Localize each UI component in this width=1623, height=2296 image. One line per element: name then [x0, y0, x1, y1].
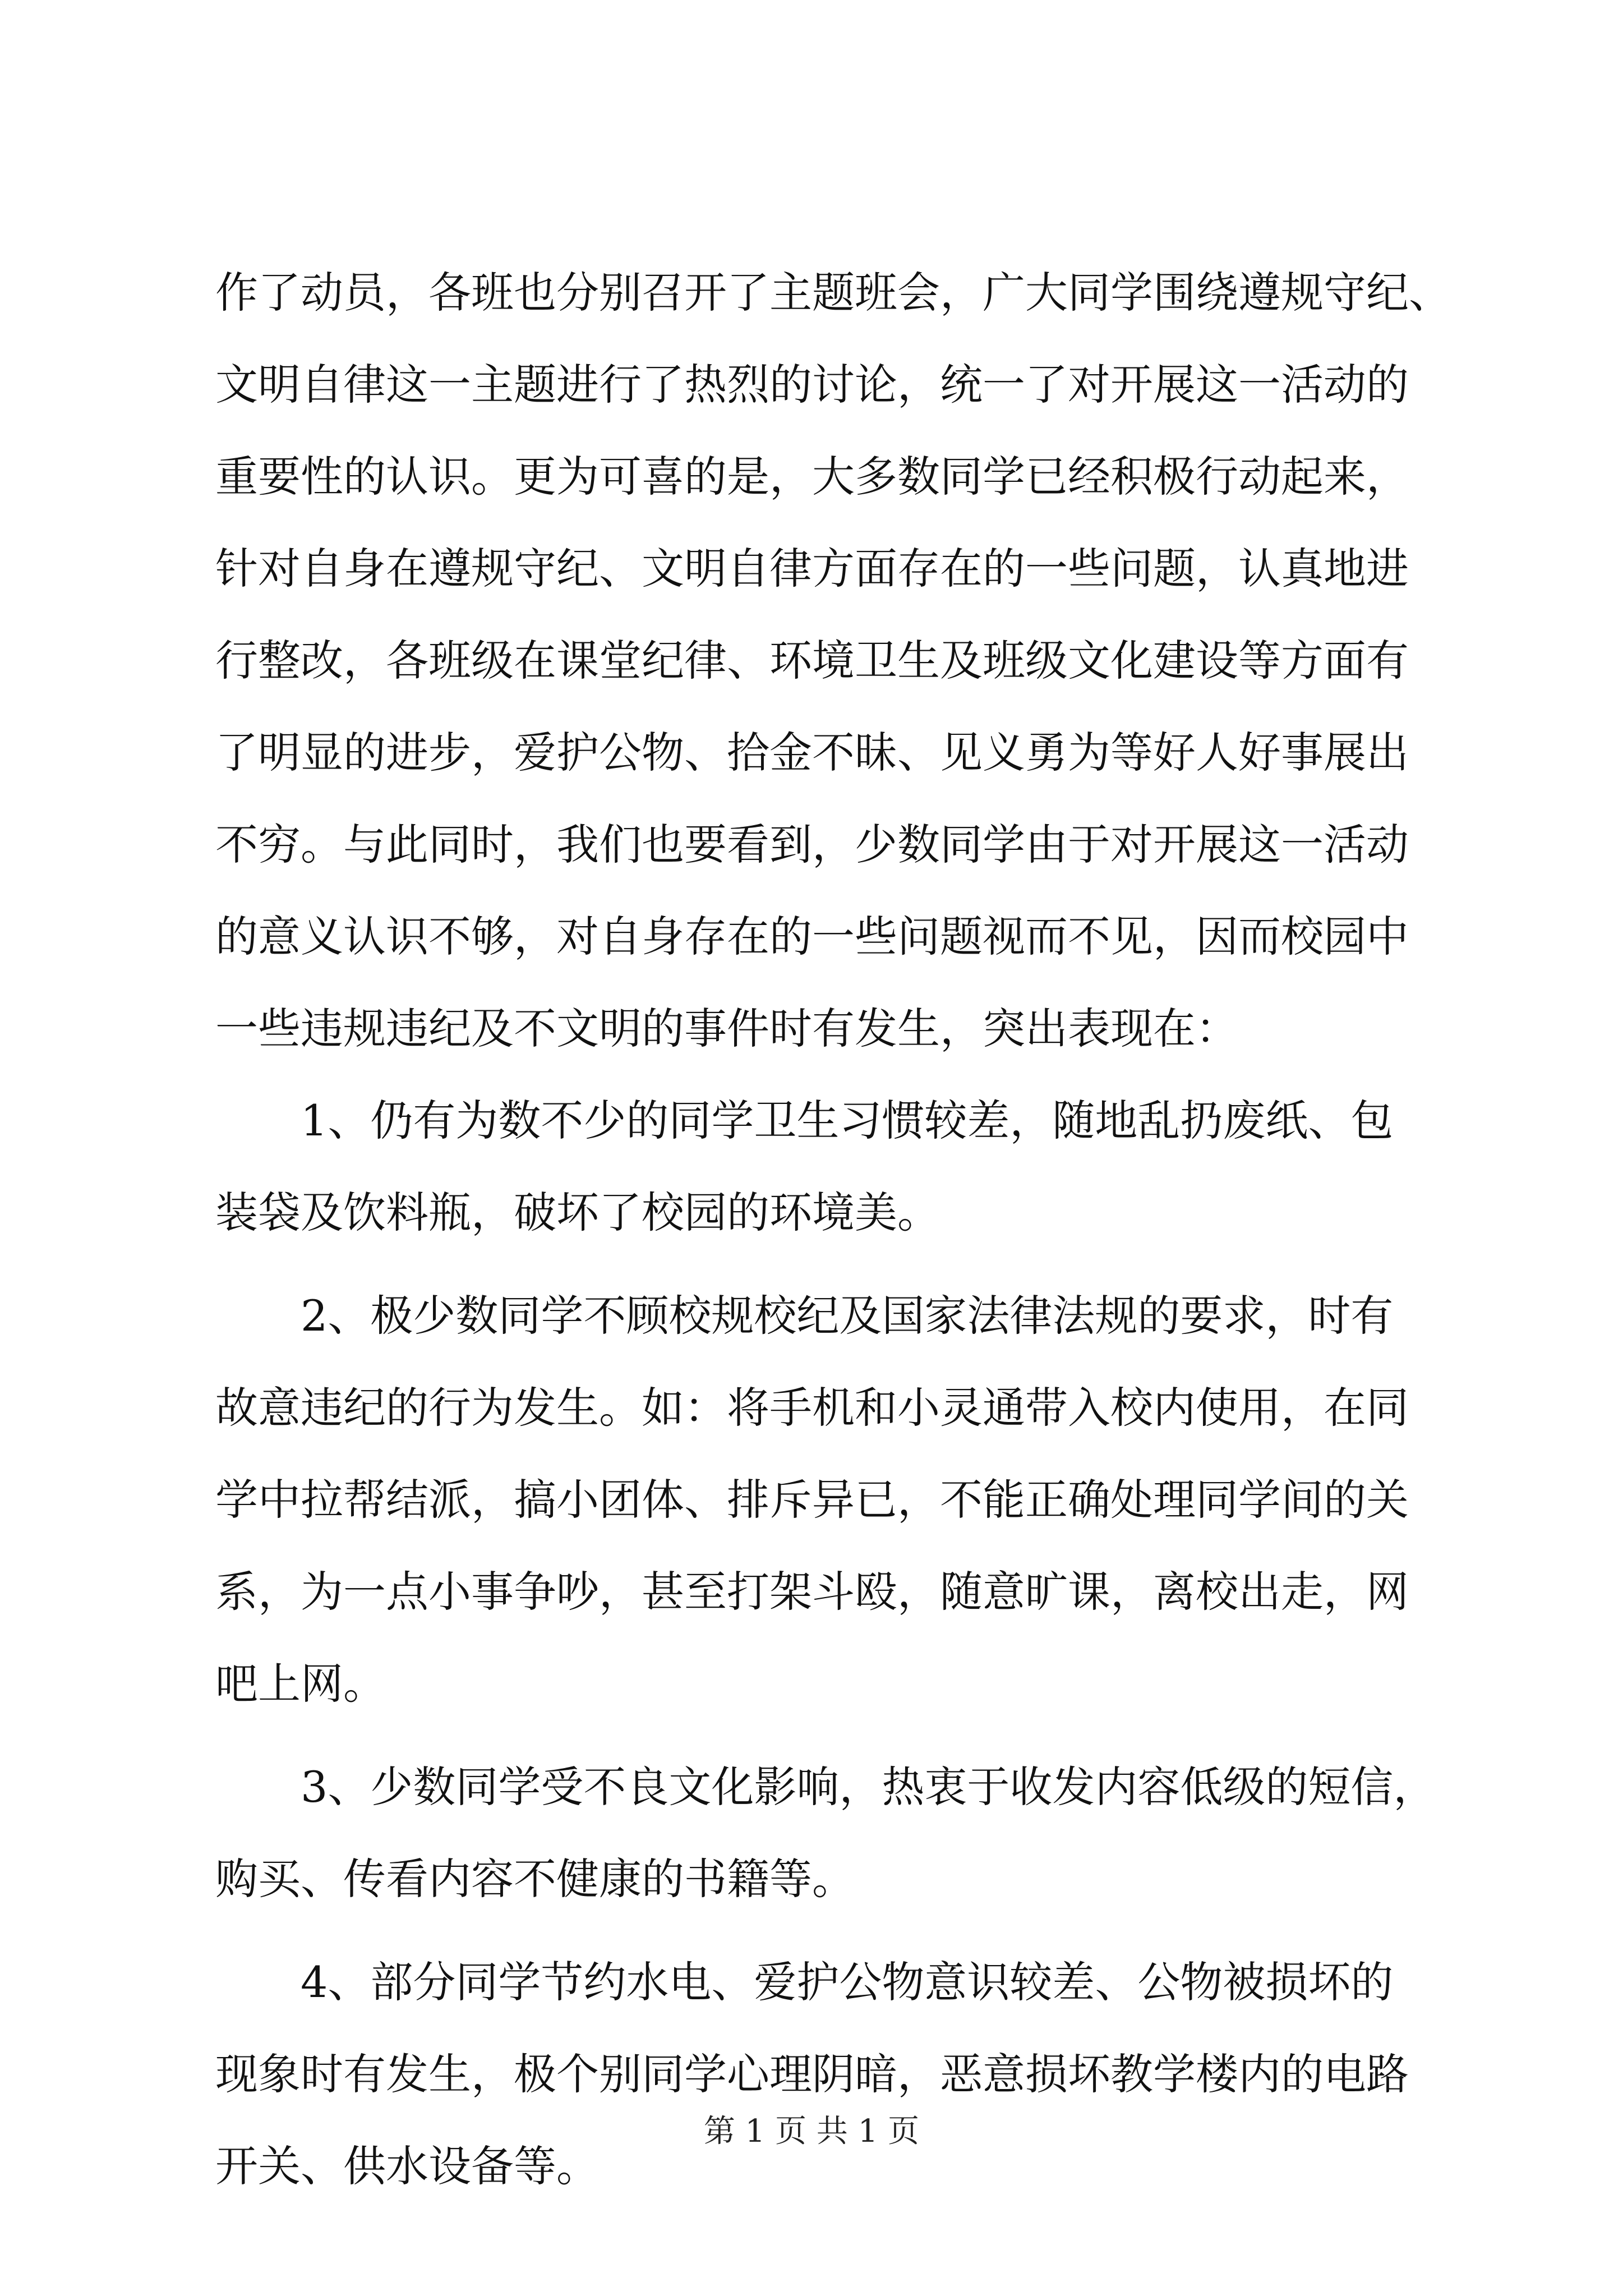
- list-item-1-line: 装袋及饮料瓶，破坏了校园的环境美。: [215, 1188, 940, 1237]
- text-line: 针对自身在遵规守纪、文明自律方面存在的一些问题，认真地进: [215, 544, 1409, 593]
- text-line: 一些违规违纪及不文明的事件时有发生，突出表现在：: [215, 1004, 1238, 1053]
- text-line: 文明自律这一主题进行了热烈的讨论，统一了对开展这一活动的: [215, 360, 1409, 409]
- list-item-4-line: 现象时有发生，极个别同学心理阴暗，恶意损坏教学楼内的电路: [215, 2049, 1409, 2099]
- text-line: 作了动员，各班也分别召开了主题班会，广大同学围绕遵规守纪、: [215, 268, 1451, 318]
- list-item-4-line: 开关、供水设备等。: [215, 2141, 599, 2191]
- list-item-4-line: 4、部分同学节约水电、爱护公物意识较差、公物被损坏的: [215, 1957, 1394, 2007]
- text-line: 的意义认识不够，对自身存在的一些问题视而不见，因而校园中: [215, 912, 1409, 961]
- list-item-2-line: 2、极少数同学不顾校规校纪及国家法律法规的要求，时有: [215, 1291, 1394, 1341]
- text-line: 行整改，各班级在课堂纪律、环境卫生及班级文化建设等方面有: [215, 636, 1409, 685]
- document-body: [215, 247, 1451, 2212]
- list-item-2-line: 系，为一点小事争吵，甚至打架斗殴，随意旷课，离校出走，网: [215, 1567, 1409, 1617]
- list-item-2-line: 学中拉帮结派，搞小团体、排斥异已，不能正确处理同学间的关: [215, 1475, 1409, 1525]
- list-item-2-line: 故意违纪的行为发生。如：将手机和小灵通带入校内使用，在同: [215, 1383, 1409, 1433]
- list-item-1-line: 1、仍有为数不少的同学卫生习惯较差，随地乱扔废纸、包: [215, 1096, 1394, 1145]
- list-item-3-line: 3、少数同学受不良文化影响，热衷于收发内容低级的短信，: [215, 1762, 1436, 1812]
- text-line: 了明显的进步，爱护公物、拾金不昧、见义勇为等好人好事展出: [215, 728, 1409, 777]
- page-number-footer: 第 1 页 共 1 页: [703, 2113, 920, 2150]
- list-item-2-line: 吧上网。: [215, 1659, 386, 1709]
- text-line: 不穷。与此同时，我们也要看到，少数同学由于对开展这一活动: [215, 820, 1409, 869]
- list-item-3-line: 购买、传看内容不健康的书籍等。: [215, 1854, 855, 1904]
- text-line: 重要性的认识。更为可喜的是，大多数同学已经积极行动起来，: [215, 452, 1409, 501]
